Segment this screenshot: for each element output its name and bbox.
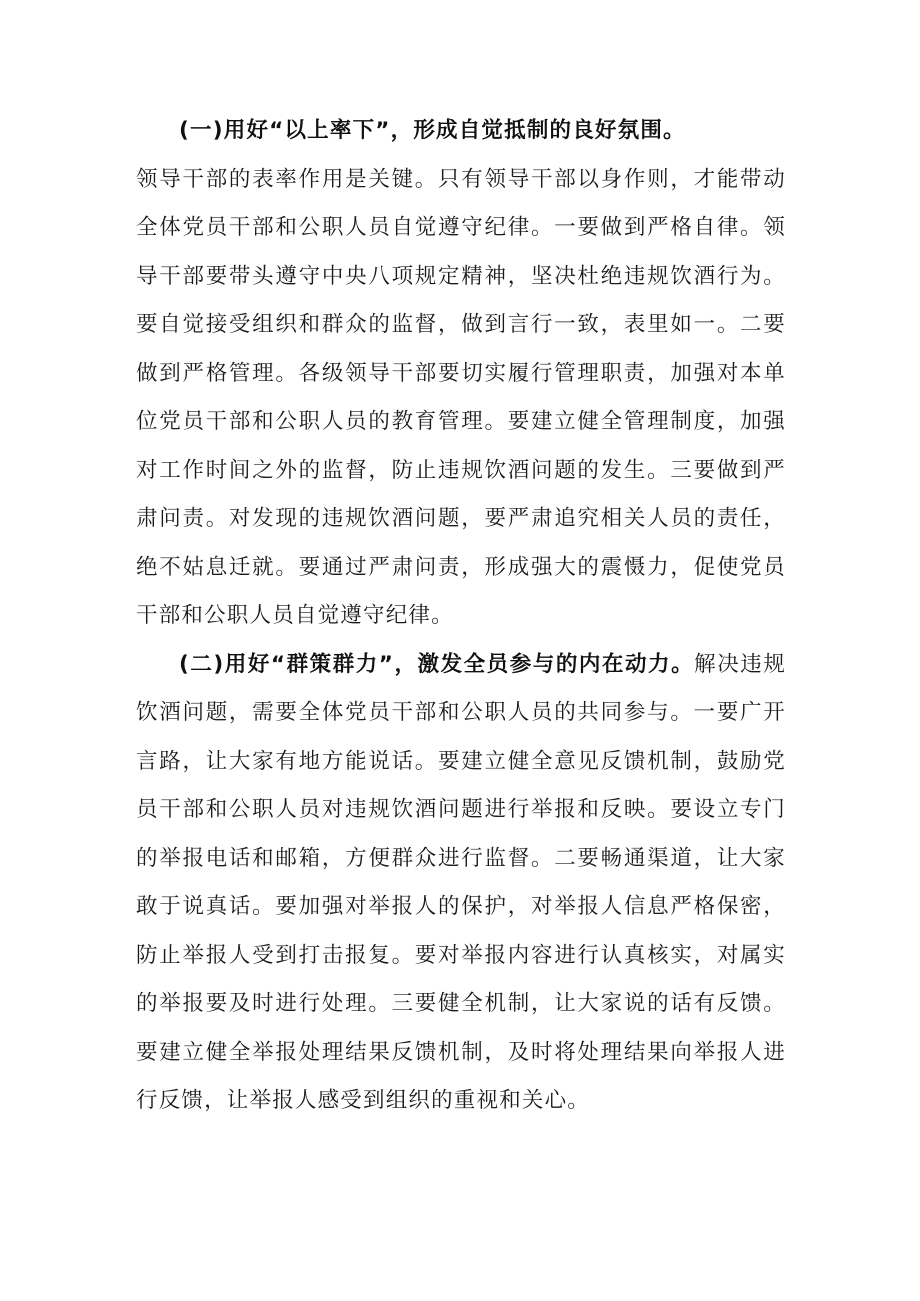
section-2-heading: (二)用好“群策群力”，激发全员参与的内在动力。: [179, 651, 695, 677]
section-1-heading-paragraph: [136, 107, 786, 156]
section-2-paragraph: [136, 641, 786, 1126]
document-content: [136, 107, 786, 1126]
section-1-heading: (一)用好“以上率下”，形成自觉抵制的良好氛围。: [179, 118, 686, 143]
section-2-body: 解决违规饮酒问题，需要全体党员干部和公职人员的共同参与。一要广开言路，让大家有地方能说话。要建立健全意见反馈机制，鼓励党员干部和公职人员对违规饮酒问题进行举报和反映。要设立专门的举报电话和邮箱，方便群众进行监督。二要畅通渠道，让大家敢于说真话。要加强对举报人的保护，对举报人信息严格保密，防止举报人受到打击报复。要对举报内容进行认真核实，对属实的举报要及时进行处理。三要健全机制，让大家说的话有反馈。要建立健全举报处理结果反馈机制，及时将处理结果向举报人进行反馈，让举报人感受到组织的重视和关心。: [136, 651, 786, 1113]
section-1-body: 领导干部的表率作用是关键。只有领导干部以身作则，才能带动全体党员干部和公职人员自觉遵守纪律。一要做到严格自律。领导干部要带头遵守中央八项规定精神，坚决杜绝违规饮酒行为。要自觉接受组织和群众的监督，做到言行一致，表里如一。二要做到严格管理。各级领导干部要切实履行管理职责，加强对本单位党员干部和公职人员的教育管理。要建立健全管理制度，加强对工作时间之外的监督，防止违规饮酒问题的发生。三要做到严肃问责。对发现的违规饮酒问题，要严肃追究相关人员的责任，绝不姑息迁就。要通过严肃问责，形成强大的震慑力，促使党员干部和公职人员自觉遵守纪律。: [136, 166, 786, 628]
